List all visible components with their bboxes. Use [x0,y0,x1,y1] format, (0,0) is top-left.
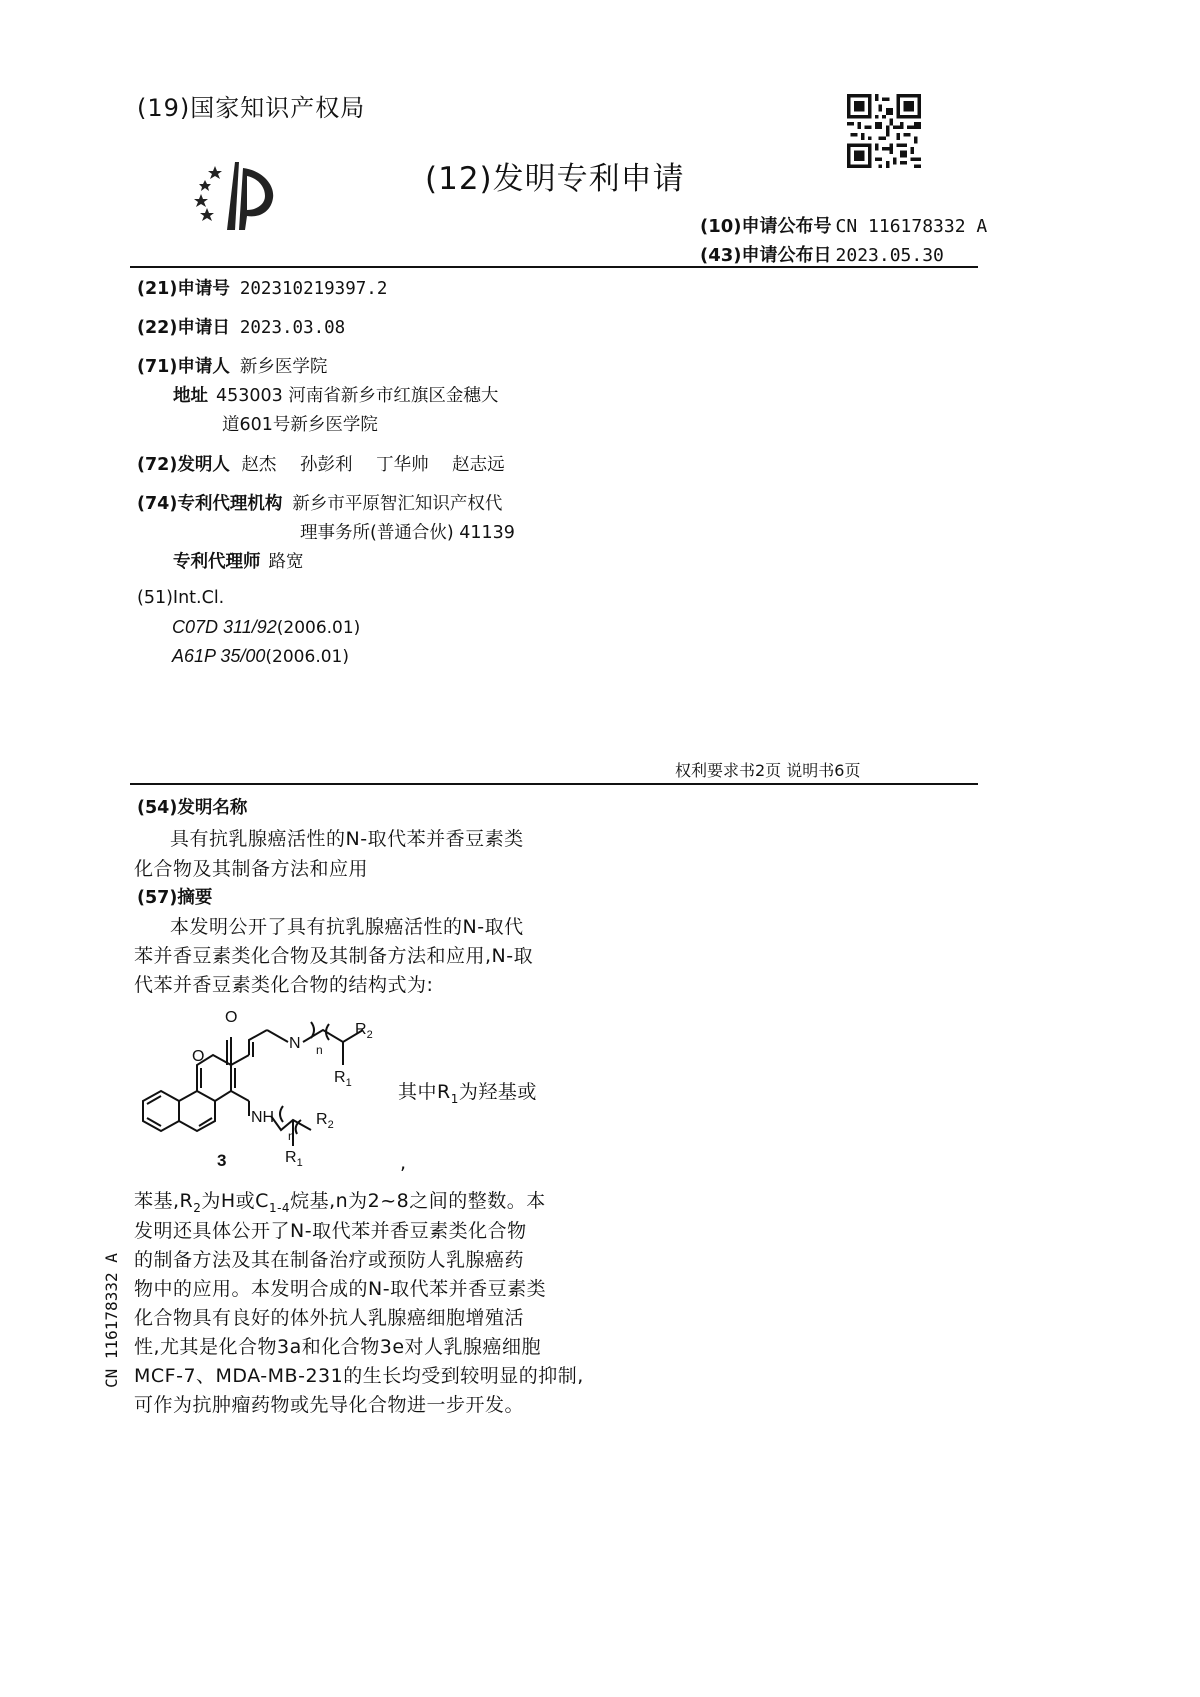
r2-label-top: $R_2$ [355,1021,373,1041]
office-name: (19)国家知识产权局 [137,94,366,122]
abstract-line-12: 可作为抗肿瘤药物或先导化合物进一步开发。 [134,1394,525,1416]
abstract-side-text: 其中$R_1$为羟基或 [398,1081,537,1106]
cnipa-emblem-logo [183,158,293,238]
compound-number-label: 3 [217,1151,227,1170]
page-counts: 权利要求书2页 说明书6页 [675,761,861,780]
abstract-line-10: 性,尤其是化合物3a和化合物3e对人乳腺癌细胞 [134,1336,542,1358]
abstract-comma: , [400,1152,407,1174]
section-rule [130,783,978,785]
inventors: (72)发明人 赵杰 孙彭利 丁华帅 赵志远 [137,455,505,475]
abstract-line-1: 本发明公开了具有抗乳腺癌活性的N-取代 [170,916,524,938]
ring-oxygen-label: O [192,1048,205,1065]
ipc-code-1: C07D 311/92(2006.01) [172,617,361,638]
abstract-line-2: 苯并香豆素类化合物及其制备方法和应用,N-取 [134,945,534,967]
inventor-4: 赵志远 [452,455,505,475]
abstract-line-9: 化合物具有良好的体外抗人乳腺癌细胞增殖活 [134,1307,525,1329]
abstract-line-11: MCF-7、MDA-MB-231的生长均受到较明显的抑制, [134,1365,584,1387]
inventor-1: 赵杰 [241,455,277,475]
document-type: (12)发明专利申请 [425,161,685,197]
imine-nitrogen-label: N [289,1035,301,1052]
application-number: (21)申请号 202310219397.2 [137,279,388,299]
r1-label-top: $R_1$ [334,1069,352,1089]
abstract-line-5: 苯基$,R_2$为H或$C_{1-4}$烷基,n为2~8之间的整数。本 [134,1190,546,1215]
application-date: (22)申请日 2023.03.08 [137,318,346,338]
invention-title-line-2: 化合物及其制备方法和应用 [134,858,369,880]
abstract-line-7: 的制备方法及其在制备治疗或预防人乳腺癌药 [134,1249,525,1271]
invention-title-line-1: 具有抗乳腺癌活性的N-取代苯并香豆素类 [170,828,524,850]
ipc-label: (51)Int.Cl. [137,588,225,608]
patent-agent: 专利代理师 路宽 [173,552,304,572]
carbonyl-oxygen-label: O [225,1009,238,1026]
amine-nh-label: NH [251,1109,275,1126]
publication-number: (10)申请公布号 CN 116178332 A [700,216,988,237]
abstract-line-6: 发明还具体公开了N-取代苯并香豆素类化合物 [134,1220,527,1242]
ipc-code-2: A61P 35/00(2006.01) [172,646,349,667]
title-label: (54)发明名称 [137,798,248,818]
inventor-2: 孙彭利 [300,455,353,475]
inventor-3: 丁华帅 [376,455,429,475]
abstract-label: (57)摘要 [137,888,213,908]
chain-n-label-2: n [288,1129,295,1143]
address: 地址 453003 河南省新乡市红旗区金穗大 [173,386,499,406]
r2-label-bottom: $R_2$ [316,1111,334,1131]
abstract-line-3: 代苯并香豆素类化合物的结构式为: [134,974,434,996]
header-rule [130,266,978,268]
qr-code [847,94,921,168]
chemical-structure-diagram [133,1000,383,1175]
abstract-line-8: 物中的应用。本发明合成的N-取代苯并香豆素类 [134,1278,547,1300]
applicant: (71)申请人 新乡医学院 [137,357,328,377]
patent-agency: (74)专利代理机构 新乡市平原智汇知识产权代 [137,494,503,514]
side-publication-number: CN 116178332 A [102,1253,121,1388]
publication-date: (43)申请公布日 2023.05.30 [700,245,944,266]
address-line-2: 道601号新乡医学院 [222,415,378,435]
patent-agency-line-2: 理事务所(普通合伙) 41139 [300,523,515,543]
chain-n-label-1: n [316,1043,323,1057]
r1-label-bottom: $R_1$ [285,1149,303,1169]
